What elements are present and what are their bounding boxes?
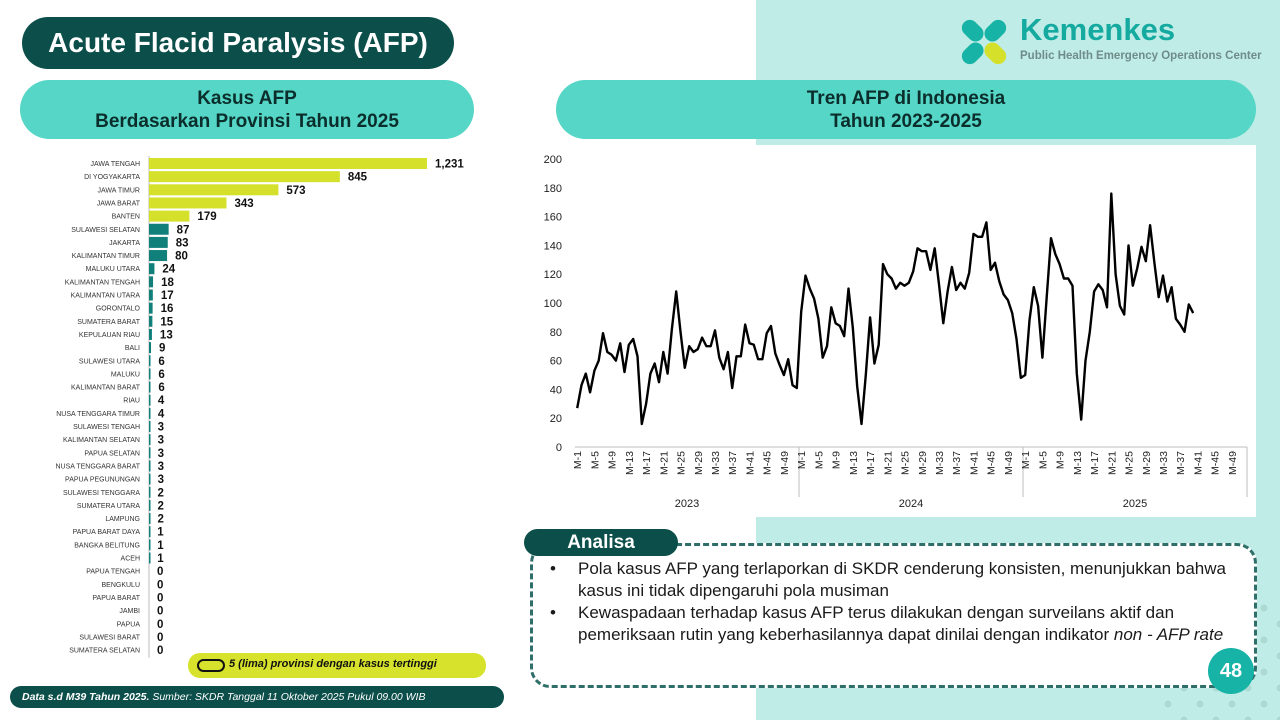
y-tick-label: 140 [543, 240, 562, 253]
footer-text: Sumber: SKDR Tanggal 11 Oktober 2025 Pukul 09.00 WIB [149, 691, 426, 703]
bar-value-label: 0 [157, 618, 164, 631]
bar-value-label: 0 [157, 566, 164, 579]
bar-value-label: 1 [157, 553, 164, 565]
bar-value-label: 343 [234, 197, 254, 210]
x-tick-label: M-33 [710, 451, 722, 475]
x-tick-label: M-25 [675, 451, 688, 475]
bar-category-label: MALUKU UTARA [85, 266, 140, 274]
bar-value-label: 1,231 [435, 158, 464, 171]
bar [149, 224, 169, 235]
bar-category-label: KALIMANTAN TIMUR [71, 253, 140, 261]
analysis-point [548, 558, 1238, 602]
pattern-dot [1213, 717, 1220, 720]
x-tick-label: M-37 [951, 451, 964, 475]
x-tick-label: M-1 [796, 451, 809, 470]
bar-category-label: MALUKU [110, 371, 140, 379]
bar [149, 250, 167, 261]
x-group-label: 2025 [1122, 498, 1148, 510]
bar-value-label: 6 [158, 368, 165, 381]
page-title: Acute Flacid Paralysis (AFP) [22, 17, 454, 69]
x-tick-label: M-1 [572, 451, 585, 470]
bar-category-label: PAPUA TENGAH [86, 568, 140, 576]
bar [149, 526, 151, 537]
pattern-dot [1165, 701, 1172, 708]
x-tick-label: M-29 [916, 451, 929, 475]
x-tick-label: M-29 [1140, 451, 1153, 475]
x-tick-label: M-9 [606, 451, 619, 470]
bar-category-label: LAMPUNG [105, 516, 140, 524]
x-tick-label: M-49 [1002, 451, 1015, 475]
analysis-label: Analisa [524, 529, 678, 556]
bar-value-label: 13 [159, 329, 173, 342]
logo-subtitle: Public Health Emergency Operations Center [1020, 50, 1262, 62]
bar-value-label: 87 [176, 224, 190, 237]
bar-category-label: ACEH [120, 555, 140, 563]
bar [149, 460, 151, 471]
bar [149, 355, 151, 366]
x-tick-label: M-21 [658, 451, 671, 475]
x-tick-label: M-45 [985, 451, 998, 475]
bar-value-label: 3 [157, 447, 165, 460]
line-chart-title-line2: Tahun 2023-2025 [830, 110, 982, 132]
bar-value-label: 2 [157, 487, 164, 500]
bar-category-label: JAWA TENGAH [90, 161, 140, 168]
bar-value-label: 6 [158, 382, 165, 395]
bar-category-label: BALI [124, 345, 140, 353]
legend-text: 5 (lima) provinsi dengan kasus tertinggi [229, 658, 437, 670]
bar [149, 539, 151, 550]
bar-category-label: GORONTALO [95, 305, 140, 313]
bar-value-label: 16 [160, 303, 174, 316]
bar-category-label: SUMATERA SELATAN [69, 647, 140, 655]
y-tick-label: 160 [543, 211, 562, 224]
bar-category-label: JAKARTA [109, 239, 140, 247]
y-tick-label: 100 [543, 298, 562, 310]
bar-value-label: 3 [157, 474, 165, 487]
trend-chart-area [527, 145, 1256, 517]
x-group-label: 2024 [898, 498, 924, 510]
bar-chart-title-line1: Kasus AFP [197, 87, 297, 109]
bar-value-label: 845 [347, 171, 368, 184]
x-tick-label: M-37 [727, 451, 740, 475]
bar-category-label: BANGKA BELITUNG [74, 542, 140, 550]
y-tick-label: 0 [555, 442, 562, 454]
bar [149, 342, 151, 353]
logo-name: Kemenkes [1020, 12, 1176, 47]
bar-value-label: 0 [157, 605, 164, 618]
pattern-dot [1261, 669, 1268, 676]
analysis-point [548, 602, 1238, 646]
bar [149, 421, 151, 432]
pattern-dot [1229, 701, 1236, 708]
x-tick-label: M-45 [761, 451, 774, 475]
bar [149, 263, 154, 274]
bar-value-label: 15 [160, 316, 174, 329]
x-tick-label: M-25 [1123, 451, 1136, 475]
bar-value-label: 80 [175, 250, 188, 263]
bar-value-label: 9 [159, 342, 166, 355]
bar [149, 171, 340, 182]
y-tick-label: 120 [543, 269, 562, 282]
x-tick-label: M-5 [589, 451, 602, 470]
bar-value-label: 3 [157, 421, 165, 434]
bar-category-label: PAPUA SELATAN [84, 450, 140, 458]
pattern-dot [1277, 717, 1280, 720]
bar-value-label: 0 [157, 579, 164, 592]
bar-value-label: 573 [286, 184, 306, 197]
y-tick-label: 180 [543, 182, 562, 195]
x-tick-label: M-41 [1192, 451, 1205, 475]
bar [149, 487, 151, 498]
bar-category-label: SULAWESI SELATAN [71, 226, 140, 234]
x-tick-label: M-9 [1054, 451, 1067, 470]
analysis-list [548, 558, 1238, 646]
legend-ring-icon [197, 659, 225, 672]
x-tick-label: M-49 [1226, 451, 1239, 475]
bar-value-label: 2 [157, 513, 164, 526]
x-tick-label: M-21 [1106, 451, 1119, 475]
y-tick-label: 20 [549, 413, 562, 426]
bar-value-label: 3 [157, 460, 165, 473]
bar-value-label: 1 [157, 539, 164, 552]
bar-category-label: JAWA TIMUR [97, 187, 140, 195]
bar [149, 513, 151, 524]
x-tick-label: M-41 [744, 451, 757, 475]
bar-category-label: RIAU [123, 397, 140, 405]
kemenkes-logo-icon [952, 10, 1016, 74]
y-tick-label: 200 [543, 154, 562, 166]
bar-category-label: PAPUA [116, 621, 140, 629]
bar [149, 290, 153, 301]
bar-category-label: SULAWESI TENGGARA [62, 489, 140, 497]
x-tick-label: M-5 [1037, 451, 1050, 470]
bar-category-label: BANTEN [111, 213, 140, 221]
bar [149, 237, 168, 248]
bar-chart-title [20, 80, 474, 139]
bar-category-label: KALIMANTAN TENGAH [64, 279, 140, 287]
pattern-dot [1181, 717, 1188, 720]
x-tick-label: M-41 [968, 451, 981, 475]
bar-value-label: 0 [157, 645, 164, 658]
bar-category-label: KALIMANTAN SELATAN [62, 437, 140, 445]
y-tick-label: 80 [549, 326, 562, 339]
bar [149, 474, 151, 485]
bar-value-label: 24 [162, 263, 176, 276]
y-tick-label: 60 [549, 355, 562, 368]
bar-category-label: JAWA BARAT [96, 200, 140, 208]
trend-line-chart [527, 145, 1256, 517]
bar-value-label: 18 [161, 276, 174, 289]
bar [149, 316, 152, 327]
x-tick-label: M-37 [1175, 451, 1188, 475]
bar-category-label: SULAWESI UTARA [78, 358, 140, 366]
bar-value-label: 179 [197, 211, 217, 224]
x-tick-label: M-17 [865, 451, 878, 475]
page-number: 48 [1208, 648, 1254, 694]
x-tick-label: M-21 [882, 451, 895, 475]
kemenkes-logo [952, 10, 1272, 74]
x-tick-label: M-9 [830, 451, 843, 470]
y-tick-label: 40 [549, 384, 562, 397]
bar-category-label: KEPULAUAN RIAU [78, 331, 140, 339]
line-chart-title-line1: Tren AFP di Indonesia [806, 87, 1006, 109]
bar-category-label: JAMBI [119, 608, 140, 616]
bar-value-label: 0 [157, 592, 164, 605]
bar [149, 408, 151, 419]
footer-bold: Data s.d M39 Tahun 2025. [22, 691, 150, 703]
pattern-dot [1277, 653, 1280, 660]
x-tick-label: M-13 [1071, 451, 1084, 475]
bar-category-label: SUMATERA UTARA [76, 502, 140, 510]
pattern-dot [1197, 701, 1204, 708]
x-group-label: 2023 [674, 498, 700, 510]
bar [149, 500, 151, 511]
bar-value-label: 2 [157, 500, 164, 513]
pattern-dot [1261, 605, 1268, 612]
pattern-dot [1261, 637, 1268, 644]
bar-category-label: KALIMANTAN UTARA [70, 292, 140, 300]
bar-category-label: NUSA TENGGARA BARAT [55, 463, 140, 471]
bar-value-label: 6 [158, 355, 165, 368]
pattern-dot [1277, 621, 1280, 628]
bar [149, 368, 151, 379]
x-tick-label: M-13 [623, 451, 636, 475]
x-tick-label: M-33 [934, 451, 946, 475]
pattern-dot [1261, 701, 1268, 708]
bar [149, 211, 189, 222]
bar [149, 158, 427, 169]
x-tick-label: M-1 [1020, 450, 1033, 470]
bar-value-label: 83 [175, 237, 189, 250]
bar [149, 447, 151, 458]
bar-category-label: SULAWESI BARAT [79, 634, 140, 642]
bar-category-label: SULAWESI TENGAH [73, 424, 140, 431]
x-tick-label: M-17 [641, 451, 654, 475]
trend-line [577, 194, 1193, 424]
bar [149, 553, 151, 564]
bar-category-label: SUMATERA BARAT [77, 318, 140, 326]
bar [149, 276, 153, 287]
analysis-point-1-text: Pola kasus AFP yang terlaporkan di SKDR cenderung konsisten, menunjukkan bahwa kasus ini tidak dipengaruhi pola musiman [578, 559, 1226, 600]
x-tick-label: M-33 [1158, 451, 1170, 475]
footer-source [10, 686, 504, 708]
bar-value-label: 4 [157, 395, 165, 408]
bar [149, 382, 151, 393]
x-tick-label: M-29 [692, 451, 705, 475]
bar-value-label: 17 [160, 290, 174, 302]
x-tick-label: M-17 [1089, 451, 1102, 475]
bar-category-label: PAPUA PEGUNUNGAN [65, 476, 140, 484]
line-chart-title [556, 80, 1256, 139]
bar-category-label: BENGKULU [101, 581, 140, 589]
legend [188, 653, 486, 678]
x-tick-label: M-25 [899, 451, 912, 475]
bar [149, 395, 151, 406]
bar-category-label: NUSA TENGGARA TIMUR [56, 410, 140, 418]
bar [149, 197, 226, 208]
x-tick-label: M-13 [847, 451, 860, 475]
bar-value-label: 0 [157, 631, 164, 644]
analysis-point-2-text: Kewaspadaan terhadap kasus AFP terus dilakukan dengan surveilans aktif dan pemeriksaan rutin yang keberhasilannya dapat dinilai dengan indikator [578, 603, 1175, 644]
bar-category-label: PAPUA BARAT [92, 594, 140, 602]
bar [149, 184, 278, 195]
pattern-dot [1245, 717, 1252, 720]
bar-value-label: 4 [157, 408, 165, 421]
x-tick-label: M-49 [778, 451, 791, 475]
pattern-dot [1277, 685, 1280, 692]
analysis-point-2-italic: non - AFP rate [1113, 625, 1224, 644]
bar [149, 329, 152, 340]
bar-category-label: DI YOGYAKARTA [84, 174, 140, 182]
bar [149, 303, 153, 314]
x-tick-label: M-45 [1209, 451, 1222, 475]
bar-category-label: PAPUA BARAT DAYA [72, 529, 140, 537]
bar-chart-title-line2: Berdasarkan Provinsi Tahun 2025 [95, 110, 399, 132]
bar [149, 434, 151, 445]
province-bar-chart [0, 150, 510, 660]
bar-category-label: KALIMANTAN BARAT [71, 384, 140, 392]
bar-value-label: 1 [157, 526, 164, 539]
bar-value-label: 3 [157, 434, 165, 447]
x-tick-label: M-5 [813, 451, 826, 470]
